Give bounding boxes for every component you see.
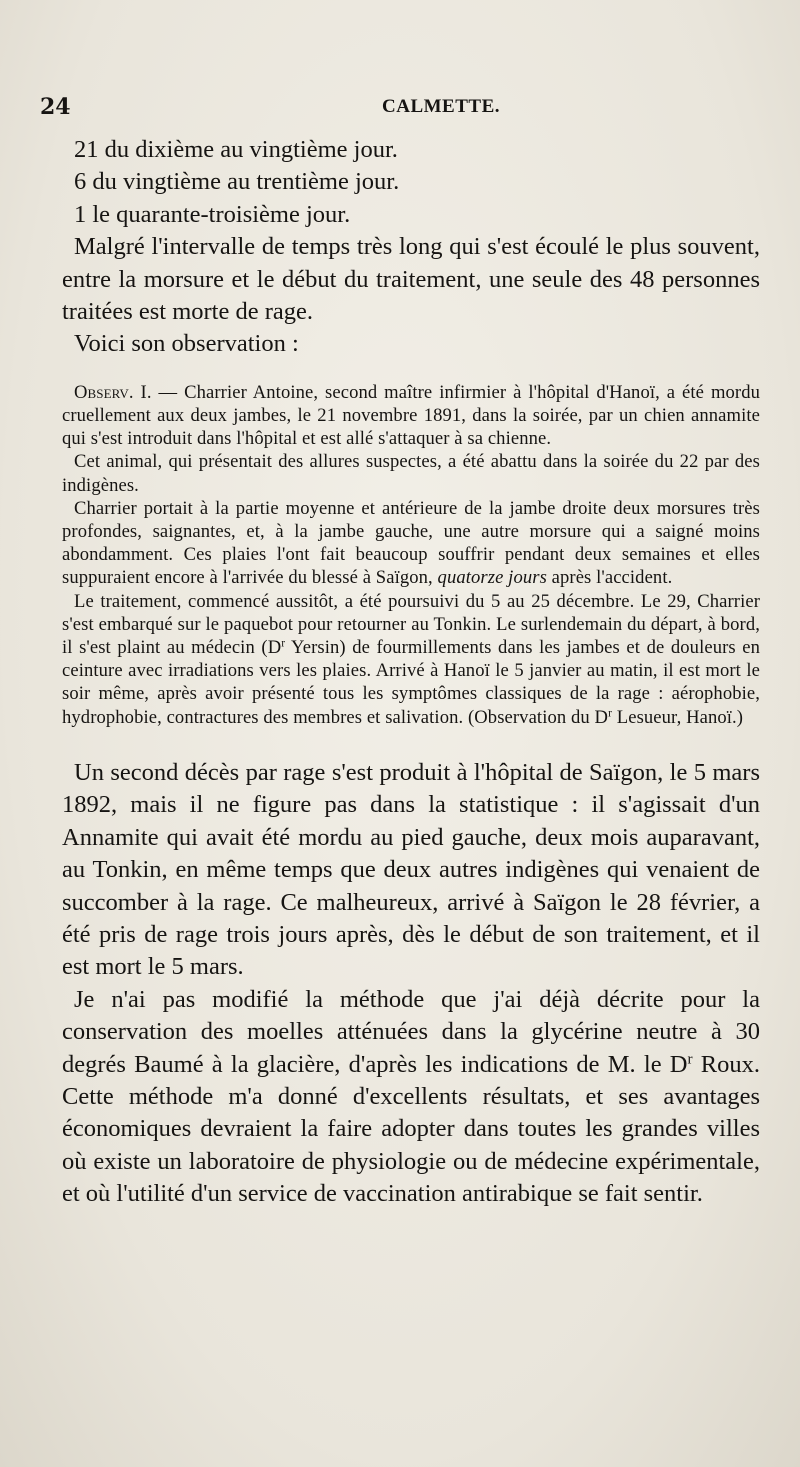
count-line-3: 1 le quarante-troisième jour.: [74, 200, 351, 228]
superscript-r: r: [687, 1050, 693, 1068]
methode-text-b: Roux. Cette méthode m'a donné d'excellents résultats, et ses avantages économiques devraient la faire adopter dans toutes les grandes villes où existe un laboratoire de physiologie ou de médecine expérimentale, et où l'utilité d'un service de vaccination antirabique se fait sentir.: [62, 1050, 761, 1208]
observation-paragraph-4: [62, 590, 760, 729]
observation-text-4c: Lesueur, Hanoï.): [616, 706, 744, 728]
page-header: [40, 94, 760, 124]
superscript-r: r: [281, 637, 286, 650]
observation-text-4b: Yersin) de fourmillements dans les jambes et de douleurs en ceinture avec irradiations vers les plaies. Arrivé à Hanoï le 5 janvier au matin, il est mort le soir même, après avoir présenté tous les symptômes classiques de la rage : aérophobie, hydrophobie, contractures des membres et salivation. (Observation du D: [62, 637, 761, 728]
count-line-1: 21 du dixième au vingtième jour.: [74, 136, 398, 163]
superscript-r: r: [608, 707, 613, 720]
observation-text-1: — Charrier Antoine, second maître infirmier à l'hôpital d'Hanoï, a été mordu cruellement aux deux jambes, le 21 novembre 1891, dans la soirée, par un chien annamite qui s'est introduit dans l'hôpital et est allé s'attaquer à sa chienne.: [62, 381, 760, 450]
methode-text-a: Je n'ai pas modifié la méthode que j'ai déjà décrite pour la conservation des moelles atténuées dans la glycérine neutre à 30 degrés Baumé à la glacière, d'après les indications de M. le D: [62, 985, 760, 1078]
paragraph-second-deces: Un second décès par rage s'est produit à l'hôpital de Saïgon, le 5 mars 1892, mais il ne figure pas dans la statistique : il s'agissait d'un Annamite qui avait été mordu au pied gauche, deux mois auparavant, au Tonkin, en même temps que deux autres indigènes qui venaient de succomber à la rage. Ce malheureux, arrivé à Saïgon le 28 février, a été pris de rage trois jours après, dès le début de son traitement, et il est mort le 5 mars.: [62, 758, 760, 981]
paragraph-methode: [62, 984, 760, 1211]
page-body: [62, 134, 760, 1211]
observation-label: Observ. I.: [74, 381, 152, 403]
count-line-2: 6 du vingtième au trentième jour.: [74, 168, 400, 196]
observation-emphasis: quatorze jours: [437, 567, 547, 589]
observation-paragraph-2: Cet animal, qui présentait des allures suspectes, a été abattu dans la soirée du 22 par des indigènes.: [62, 451, 760, 496]
running-title: CALMETTE.: [382, 96, 500, 117]
page-number: 24: [40, 94, 71, 120]
paragraph-voici: Voici son observation :: [74, 330, 299, 358]
observation-text-3a: Charrier portait à la partie moyenne et antérieure de la jambe droite deux morsures très profondes, saignantes, et, à la jambe gauche, une autre morsure qui a saigné moins abondamment. Ces plaies l'ont fait beaucoup souffrir pendant deux semaines et elles suppuraient encore à l'arrivée du blessé à Saïgon,: [62, 497, 760, 589]
paragraph-malgre: Malgré l'intervalle de temps très long qui s'est écoulé le plus souvent, entre la morsure et le début du traitement, une seule des 48 personnes traitées est morte de rage.: [62, 233, 760, 326]
observation-text-3b: après l'accident.: [551, 567, 673, 589]
observation-paragraph-1: [62, 381, 760, 451]
observation-block: [62, 381, 760, 729]
observation-text-4a: Le traitement, commencé aussitôt, a été poursuivi du 5 au 25 décembre. Le 29, Charrier s'est embarqué sur le paquebot pour retourner au Tonkin. Le surlendemain du départ, à bord, il s'est plaint au médecin (D: [62, 590, 760, 659]
observation-paragraph-3: [62, 497, 760, 590]
